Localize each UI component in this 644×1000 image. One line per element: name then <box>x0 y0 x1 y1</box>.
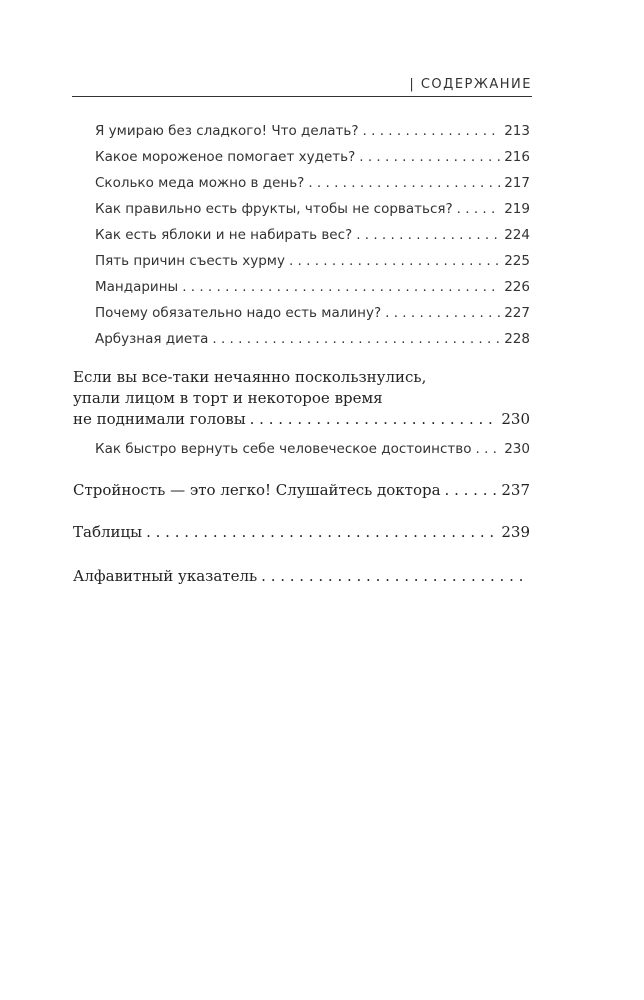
toc-chapter-title: Стройность — это легко! Слушайтесь доктора <box>73 481 441 499</box>
toc-entry-title: Сколько меда можно в день? <box>95 175 305 191</box>
toc-chapter-title: Алфавитный указатель <box>73 567 258 585</box>
toc-leader-dots <box>146 523 498 541</box>
toc-entry-page: 230 <box>504 441 530 457</box>
toc-chapter-title: не поднимали головы <box>73 410 246 428</box>
toc-leader-dots <box>363 123 502 139</box>
toc-entry[interactable] <box>95 123 530 139</box>
toc-leader-dots <box>308 175 501 191</box>
toc-entry-page: 228 <box>504 331 530 347</box>
toc-entry[interactable] <box>95 201 530 217</box>
toc-leader-dots <box>457 201 502 217</box>
toc-entry-page: 226 <box>504 279 530 295</box>
toc-entry-page: 213 <box>504 123 530 139</box>
toc-entry[interactable] <box>95 441 530 457</box>
toc-chapter-title-line: Если вы все-таки нечаянно поскользнулись, <box>73 368 427 386</box>
toc-entry[interactable] <box>95 253 530 269</box>
toc-entry[interactable] <box>95 175 530 191</box>
toc-entry-title: Как правильно есть фрукты, чтобы не сорваться? <box>95 201 453 217</box>
toc-entry[interactable] <box>95 331 530 347</box>
toc-entry[interactable] <box>95 149 530 165</box>
toc-chapter-page: 230 <box>501 410 530 428</box>
toc-leader-dots <box>289 253 501 269</box>
toc-entry[interactable] <box>95 279 530 295</box>
toc-entry-page: 225 <box>504 253 530 269</box>
toc-chapter-page: 237 <box>501 481 530 499</box>
toc-leader-dots <box>356 227 501 243</box>
toc-leader-dots <box>261 567 527 585</box>
header-section-name: СОДЕРЖАНИЕ <box>420 77 532 92</box>
toc-entry-page: 227 <box>504 305 530 321</box>
toc-leader-dots <box>476 441 502 457</box>
toc-entry-title: Мандарины <box>95 279 179 295</box>
toc-leader-dots <box>359 149 501 165</box>
toc-entry-page: 216 <box>504 149 530 165</box>
toc-chapter-title-line: упали лицом в торт и некоторое время <box>73 389 383 407</box>
header-separator: | <box>409 77 416 92</box>
toc-chapter-title: Таблицы <box>73 523 143 541</box>
toc-leader-dots <box>182 279 501 295</box>
toc-chapter-entry[interactable] <box>73 481 530 499</box>
toc-entry-title: Как быстро вернуть себе человеческое достоинство <box>95 441 472 457</box>
toc-entry-title: Какое мороженое помогает худеть? <box>95 149 356 165</box>
toc-entry[interactable] <box>95 305 530 321</box>
toc-entry-title: Арбузная диета <box>95 331 209 347</box>
toc-entry-title: Пять причин съесть хурму <box>95 253 285 269</box>
toc-chapter-entry[interactable] <box>73 410 530 428</box>
toc-entry-title: Почему обязательно надо есть малину? <box>95 305 382 321</box>
toc-entry-page: 219 <box>504 201 530 217</box>
toc-entry-page: 224 <box>504 227 530 243</box>
running-header <box>72 76 532 97</box>
toc-entry-page: 217 <box>504 175 530 191</box>
toc-entry-title: Как есть яблоки и не набирать вес? <box>95 227 353 243</box>
running-header-title <box>409 76 532 94</box>
toc-chapter-page: 239 <box>501 523 530 541</box>
toc-leader-dots <box>445 481 499 499</box>
toc-leader-dots <box>212 331 501 347</box>
toc-chapter-entry[interactable] <box>73 523 530 541</box>
toc-leader-dots <box>250 410 499 428</box>
toc-entry-title: Я умираю без сладкого! Что делать? <box>95 123 359 139</box>
toc-leader-dots <box>385 305 501 321</box>
toc-entry[interactable] <box>95 227 530 243</box>
toc-chapter-entry[interactable] <box>73 567 530 585</box>
